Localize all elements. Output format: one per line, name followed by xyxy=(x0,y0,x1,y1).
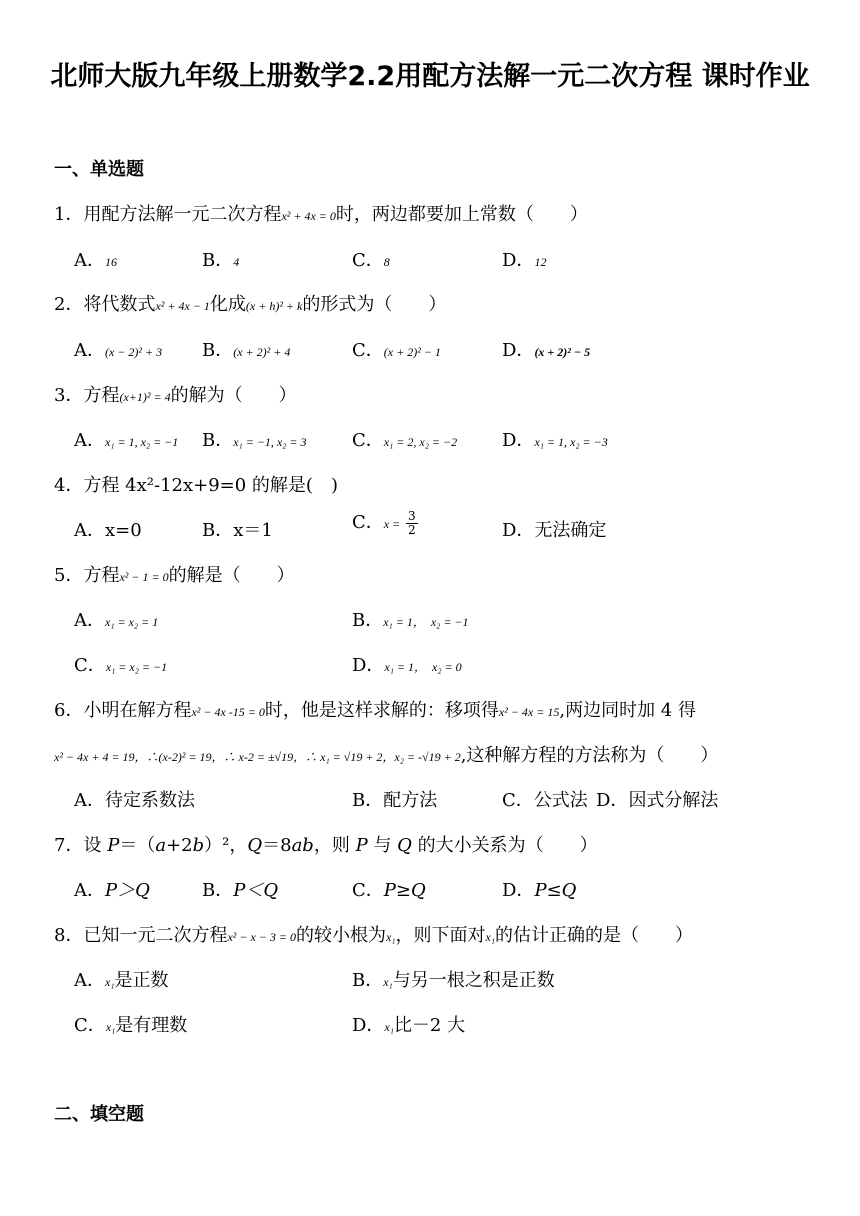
option-d: D．x₁ = 1, x₂ = −3 xyxy=(502,430,608,451)
option-c: C．8 xyxy=(352,250,390,271)
option-a: A．P＞Q xyxy=(74,880,150,901)
option-a: A．x₁是正数 xyxy=(74,970,169,991)
question-2: 2．将代数式x² + 4x − 1化成(x + h)² + k的形式为（ ） xyxy=(54,294,447,315)
option-b: B．配方法 xyxy=(352,790,438,811)
question-4: 4．方程 4x²-12x+9=0 的解是( ) xyxy=(54,475,338,496)
option-d: D．(x + 2)² − 5 xyxy=(502,340,591,361)
option-a: A．x₁ = x₂ = 1 xyxy=(74,610,159,631)
option-a: A．(x − 2)² + 3 xyxy=(74,340,163,361)
option-c: C．x₁ = x₂ = −1 xyxy=(74,655,168,676)
option-c: C．x₁ = 2, x₂ = −2 xyxy=(352,430,458,451)
option-c: C．P≥Q xyxy=(352,880,426,901)
option-c: C．x₁是有理数 xyxy=(74,1015,188,1036)
option-d: D．x₁比－2 大 xyxy=(352,1015,466,1036)
option-b: B．x₁ = 1， x₂ = −1 xyxy=(352,610,469,631)
option-a: A．待定系数法 xyxy=(74,790,195,811)
option-b: B．(x + 2)² + 4 xyxy=(202,340,291,361)
option-d: D．12 xyxy=(502,250,547,271)
option-c: C．(x + 2)² − 1 xyxy=(352,340,441,361)
option-a: A．x₁ = 1, x₂ = −1 xyxy=(74,430,179,451)
option-c: C．公式法 xyxy=(502,790,588,811)
question-7: 7．设 P＝（a+2b）²，Q＝8ab，则 P 与 Q 的大小关系为（ ） xyxy=(54,835,598,856)
option-d: D．x₁ = 1， x₂ = 0 xyxy=(352,655,462,676)
option-d: D．P≤Q xyxy=(502,880,577,901)
section-heading-single-choice: 一、单选题 xyxy=(54,159,144,180)
question-5: 5．方程x² − 1 = 0的解是（ ） xyxy=(54,565,295,586)
question-stem: 1．用配方法解一元二次方程 xyxy=(54,204,282,225)
question-6-line-2: x² − 4x + 4 = 19，∴(x-2)² = 19，∴ x-2 = ±√19，∴ x₁ = √19 + 2，x₂ = -√19 + 2,这种解方程的方法称为（ ） xyxy=(54,745,719,766)
question-1 xyxy=(54,200,588,226)
question-3: 3．方程(x+1)² = 4的解为（ ） xyxy=(54,385,297,406)
option-c: C．x = $\frac{3}{2}$ xyxy=(352,508,416,537)
option-d: D．因式分解法 xyxy=(596,790,719,811)
option-b: B．P＜Q xyxy=(202,880,279,901)
question-6: 6．小明在解方程x² − 4x -15 = 0时，他是这样求解的：移项得x² − 4x = 15,两边同时加 4 得 xyxy=(54,700,696,721)
option-d: D．无法确定 xyxy=(502,520,607,541)
derivation: x² − 4x + 4 = 19，∴(x-2)² = 19，∴ x-2 = ±√19，∴ x₁ = √19 + 2，x₂ = -√19 + 2 xyxy=(54,750,461,764)
section-heading-fill-in: 二、填空题 xyxy=(54,1104,144,1125)
expression: (x + h)² + k xyxy=(245,299,303,313)
question-stem: 时，两边都要加上常数（ ） xyxy=(335,204,588,225)
option-b: B．x₁与另一根之积是正数 xyxy=(352,970,555,991)
expression: x² + 4x − 1 xyxy=(155,299,210,313)
equation: x² + 4x = 0 xyxy=(281,209,336,223)
option-b: B．x₁ = −1, x₂ = 3 xyxy=(202,430,307,451)
option-b: B．4 xyxy=(202,250,240,271)
equation: x² − 1 = 0 xyxy=(119,570,169,584)
option-a: A．16 xyxy=(74,250,117,271)
document-title: 北师大版九年级上册数学2.2用配方法解一元二次方程 课时作业 xyxy=(50,61,810,92)
question-8: 8．已知一元二次方程x² − x − 3 = 0的较小根为x₁，则下面对x₁的估计正确的是（ ） xyxy=(54,925,693,946)
option-a: A．x=0 xyxy=(74,520,142,541)
option-b: B．x＝1 xyxy=(202,520,273,541)
fraction: $\frac{3}{2}$ xyxy=(407,508,416,537)
equation: (x+1)² = 4 xyxy=(119,390,171,404)
